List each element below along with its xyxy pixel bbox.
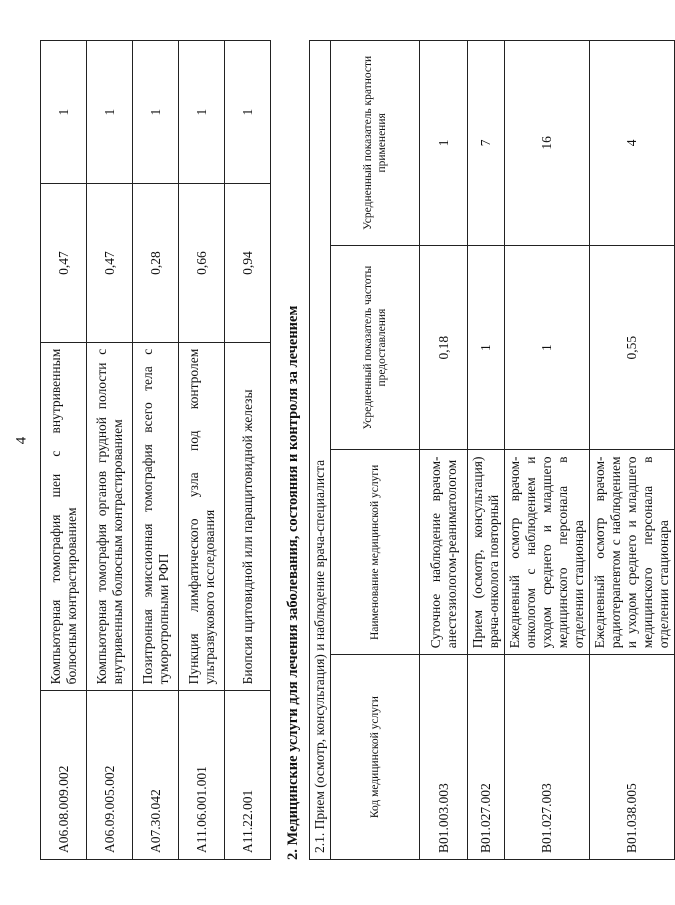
column-header-frequency: Усредненный показатель частоты предоставления <box>331 245 420 450</box>
column-header-code: Код медицинской услуги <box>331 655 420 860</box>
table-row <box>179 41 225 860</box>
rotated-page-content <box>40 40 671 860</box>
multiplicity-value: 16 <box>505 41 590 246</box>
service-code: A11.06.001.001 <box>179 691 225 860</box>
multiplicity-value: 1 <box>420 41 468 246</box>
frequency-value: 0,55 <box>590 245 675 450</box>
frequency-value: 0,66 <box>179 184 225 342</box>
service-name: Ежедневный осмотр врачом-онкологом с наблюдением и уходом среднего и младшего медицинского персонала в отделении стационара <box>505 450 590 655</box>
service-code: A06.09.005.002 <box>87 691 133 860</box>
service-code: B01.038.005 <box>590 655 675 860</box>
page-number: 4 <box>13 436 30 445</box>
service-name: Биопсия щитовидной или паращитовидной железы <box>225 342 271 691</box>
table-row <box>225 41 271 860</box>
section-title: 2. Медицинские услуги для лечения заболевания, состояния и контроля за лечением <box>285 305 301 860</box>
multiplicity-value: 1 <box>133 41 179 184</box>
frequency-value: 0,47 <box>87 184 133 342</box>
column-header-name: Наименование медицинской услуги <box>331 450 420 655</box>
multiplicity-value: 1 <box>87 41 133 184</box>
subsection-title: 2.1. Прием (осмотр, консультация) и наблюдение врача-специалиста <box>310 41 331 860</box>
services-table-continued <box>40 40 271 860</box>
table-row <box>590 41 675 860</box>
service-name: Компьютерная томография шеи с внутривенным болюсным контрастированием <box>41 342 87 691</box>
multiplicity-value: 1 <box>41 41 87 184</box>
table-row <box>420 41 468 860</box>
frequency-value: 0,94 <box>225 184 271 342</box>
service-code: B01.003.003 <box>420 655 468 860</box>
table-row <box>41 41 87 860</box>
multiplicity-value: 7 <box>468 41 505 246</box>
service-code: A11.22.001 <box>225 691 271 860</box>
service-code: A07.30.042 <box>133 691 179 860</box>
frequency-value: 1 <box>505 245 590 450</box>
multiplicity-value: 1 <box>179 41 225 184</box>
service-name: Позитронная эмиссионная томография всего тела с туморотропными РФП <box>133 342 179 691</box>
service-code: A06.08.009.002 <box>41 691 87 860</box>
subsection-title-row <box>310 41 331 860</box>
table-row <box>505 41 590 860</box>
service-name: Ежедневный осмотр врачом-радиотерапевтом с наблюдением и уходом среднего и младшего медицинского персонала в отделении стационара <box>590 450 675 655</box>
table-header-row <box>331 41 420 860</box>
specialist-services-table <box>309 40 675 860</box>
service-code: B01.027.003 <box>505 655 590 860</box>
frequency-value: 0,47 <box>41 184 87 342</box>
table-row <box>133 41 179 860</box>
service-name: Суточное наблюдение врачом-анестезиологом-реаниматологом <box>420 450 468 655</box>
table-row <box>87 41 133 860</box>
column-header-multiplicity: Усредненный показатель кратности применения <box>331 41 420 246</box>
service-name: Прием (осмотр, консультация) врача-онколога повторный <box>468 450 505 655</box>
service-code: B01.027.002 <box>468 655 505 860</box>
multiplicity-value: 1 <box>225 41 271 184</box>
multiplicity-value: 4 <box>590 41 675 246</box>
table-row <box>468 41 505 860</box>
service-name: Пункция лимфатического узла под контролем ультразвукового исследования <box>179 342 225 691</box>
frequency-value: 0,18 <box>420 245 468 450</box>
frequency-value: 0,28 <box>133 184 179 342</box>
frequency-value: 1 <box>468 245 505 450</box>
service-name: Компьютерная томография органов грудной полости с внутривенным болюсным контрастированием <box>87 342 133 691</box>
